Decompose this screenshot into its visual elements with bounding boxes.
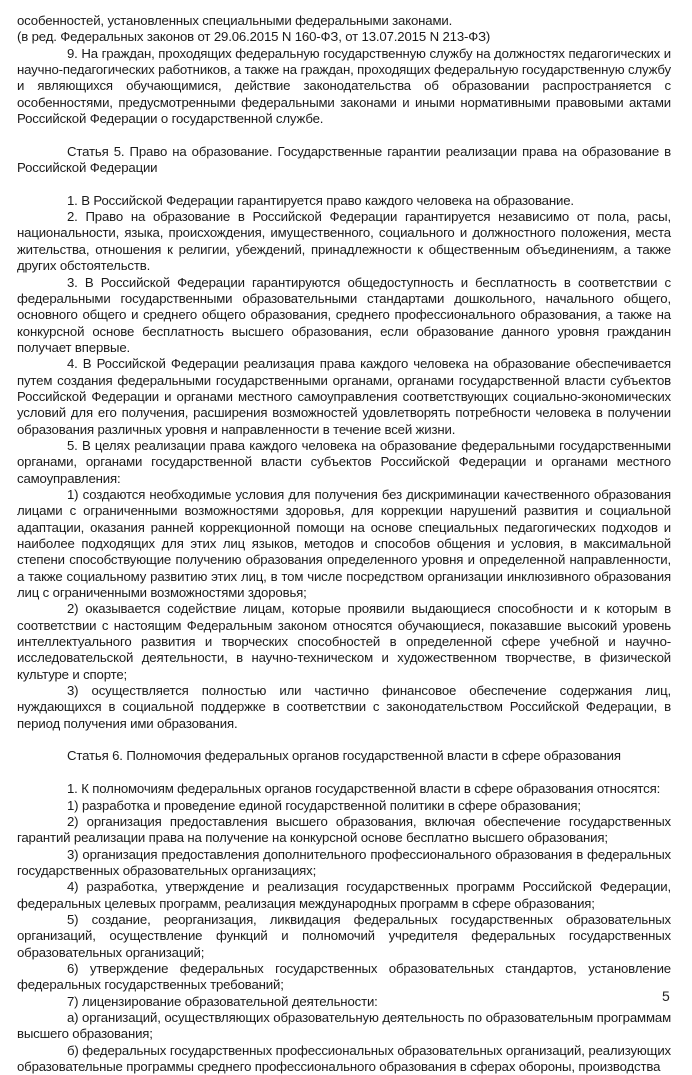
article-6-sub-4: 4) разработка, утверждение и реализация государственных программ Российской Федерации, федеральных целевых программ, реализация международных программ в сфере образования; bbox=[17, 879, 671, 911]
article-5-item-5-sub-3: 3) осуществляется полностью или частично финансовое обеспечение содержания лиц, нуждающихся в социальной поддержке в соответствии с законодательством Российской Федерации, в период получения ими образования. bbox=[17, 683, 671, 731]
paragraph-item-9: 9. На граждан, проходящих федеральную государственную службу на должностях педагогических и научно-педагогических работников, а также на граждан, проходящих федеральную государственную службу и являющихся обучающимися, действие законодательства об образовании распространяется с особенностями, предусмотренными федеральными законами и иными нормативными правовыми актами Российской Федерации о государственной службе. bbox=[17, 45, 671, 127]
amendment-note: (в ред. Федеральных законов от 29.06.2015 N 160-ФЗ, от 13.07.2015 N 213-ФЗ) bbox=[17, 29, 491, 45]
document-page bbox=[17, 13, 671, 1075]
article-6-sub-7: 7) лицензирование образовательной деятельности: bbox=[67, 993, 378, 1009]
article-6-heading: Статья 6. Полномочия федеральных органов государственной власти в сфере образования bbox=[67, 748, 621, 764]
article-5-item-3: 3. В Российской Федерации гарантируются общедоступность и бесплатность в соответствии с федеральными государственными образовательными стандартами дошкольного, начального общего, основного общего и среднего общего образования, среднего профессионального образования, а также на конкурсной основе бесплатность высшего образования, если образование данного уровня гражданин получает впервые. bbox=[17, 274, 671, 355]
article-5-item-5: 5. В целях реализации права каждого человека на образование федеральными государственными органами, органами государственной власти субъектов Российской Федерации и органами местного самоуправления: bbox=[17, 437, 671, 486]
article-6-sub-7-b: б) федеральных государственных профессиональных образовательных организаций, реализующих образовательные программы среднего профессионального образования в сферах обороны, производства bbox=[17, 1042, 671, 1074]
article-6-sub-2: 2) организация предоставления высшего образования, включая обеспечение государственных гарантий реализации права на получение на конкурсной основе бесплатно высшего образования; bbox=[17, 813, 671, 846]
article-6-sub-7-a: а) организаций, осуществляющих образовательную деятельность по образовательным программам высшего образования; bbox=[17, 1009, 671, 1042]
spacer bbox=[17, 765, 671, 781]
article-5-item-1: 1. В Российской Федерации гарантируется право каждого человека на образование. bbox=[67, 192, 574, 208]
page-number: 5 bbox=[662, 988, 670, 1004]
article-6-sub-1: 1) разработка и проведение единой государственной политики в сфере образования; bbox=[67, 797, 581, 813]
spacer bbox=[17, 176, 671, 192]
article-6-sub-3: 3) организация предоставления дополнительного профессионального образования в федеральных государственных образовательных организациях; bbox=[17, 846, 671, 878]
article-5-item-4: 4. В Российской Федерации реализация права каждого человека на образование обеспечивается путем создания федеральными государственными органами, органами государственной власти субъектов Российской Федерации и органами местного самоуправления соответствующих социально-экономических условий для его получения, расширения возможностей удовлетворять потребности человека в получении образования различных уровня и направленности в течение всей жизни. bbox=[17, 356, 671, 437]
article-6-item-1: 1. К полномочиям федеральных органов государственной власти в сфере образования относятся: bbox=[67, 781, 661, 797]
spacer bbox=[17, 127, 671, 143]
spacer bbox=[17, 732, 671, 748]
article-5-item-5-sub-1: 1) создаются необходимые условия для получения без дискриминации качественного образования лицами с ограниченными возможностями здоровья, для коррекции нарушений развития и социальной адаптации, оказания ранней коррекционной помощи на основе специальных педагогических подходов и наиболее подходящих для этих лиц языков, методов и способов общения и условия, в максимальной степени способствующие получению образования определенного уровня и определенной направленности, а также социальному развитию этих лиц, в том числе посредством организации инклюзивного образования лиц с ограниченными возможностями здоровья; bbox=[17, 486, 671, 601]
article-5-item-2: 2. Право на образование в Российской Федерации гарантируется независимо от пола, расы, национальности, языка, происхождения, имущественного, социального и должностного положения, места жительства, отношения к религии, убеждений, принадлежности к общественным объединениям, а также других обстоятельств. bbox=[17, 209, 671, 274]
article-6-sub-5: 5) создание, реорганизация, ликвидация федеральных государственных образовательных организаций, осуществление функций и полномочий учредителя федеральных государственных образовательных организаций; bbox=[17, 911, 671, 960]
paragraph-continuation: особенностей, установленных специальными федеральными законами. bbox=[17, 13, 453, 28]
article-6-sub-6: 6) утверждение федеральных государственных образовательных стандартов, установление федеральных государственных требований; bbox=[17, 960, 671, 993]
article-5-heading: Статья 5. Право на образование. Государственные гарантии реализации права на образование в Российской Федерации bbox=[17, 143, 671, 176]
article-5-item-5-sub-2: 2) оказывается содействие лицам, которые проявили выдающиеся способности и к которым в соответствии с настоящим Федеральным законом относятся обучающиеся, показавшие высокий уровень интеллектуального развития и творческих способностей в определенной сфере учебной и научно-исследовательской деятельности, в научно-техническом и художественном творчестве, в физической культуре и спорте; bbox=[17, 601, 671, 682]
